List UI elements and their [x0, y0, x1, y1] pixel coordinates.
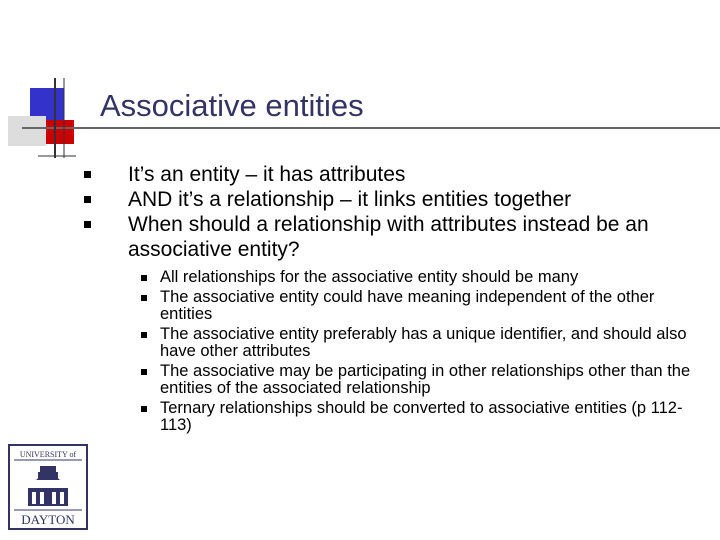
- slide-title: Associative entities: [100, 88, 364, 123]
- bullet-item: [84, 212, 704, 262]
- bullet-square-icon: [84, 171, 91, 178]
- sub-bullet-square-icon: [141, 406, 147, 412]
- bullet-text: When should a relationship with attributes instead be an associative entity?: [128, 213, 649, 261]
- deco-gray-square: [8, 116, 46, 146]
- main-bullet-list: [84, 162, 704, 262]
- bullet-square-icon: [84, 196, 91, 203]
- sub-bullet-list: [141, 269, 701, 437]
- sub-bullet-item: [141, 289, 701, 323]
- bullet-text: AND it’s a relationship – it links entities together: [128, 188, 572, 211]
- logo-bottom-text: DAYTON: [21, 512, 75, 527]
- sub-bullet-text: The associative may be participating in other relationships other than the entities of the associated relationship: [160, 362, 691, 397]
- sub-bullet-item: [141, 400, 701, 434]
- sub-bullet-text: Ternary relationships should be converted to associative entities (p 112-113): [160, 399, 683, 434]
- deco-blue-square: [30, 88, 64, 120]
- deco-red-square: [46, 120, 74, 144]
- sub-bullet-text: All relationships for the associative entity should be many: [160, 268, 579, 286]
- sub-bullet-item: [141, 269, 701, 286]
- title-decoration: [0, 0, 720, 170]
- logo-top-text: UNIVERSITY of: [19, 450, 77, 459]
- sub-bullet-text: The associative entity could have meaning independent of the other entities: [160, 288, 655, 323]
- bullet-item: [84, 187, 704, 212]
- sub-bullet-square-icon: [141, 275, 147, 281]
- sub-bullet-square-icon: [141, 369, 147, 375]
- university-logo: [8, 444, 88, 530]
- sub-bullet-item: [141, 326, 701, 360]
- sub-bullet-square-icon: [141, 295, 147, 301]
- sub-bullet-square-icon: [141, 332, 147, 338]
- sub-bullet-text: The associative entity preferably has a unique identifier, and should also have other attributes: [160, 325, 687, 360]
- dome-building-icon: [40, 466, 56, 472]
- sub-bullet-item: [141, 363, 701, 397]
- bullet-item: [84, 162, 704, 187]
- bullet-text: It’s an entity – it has attributes: [128, 163, 406, 186]
- bullet-square-icon: [84, 221, 91, 228]
